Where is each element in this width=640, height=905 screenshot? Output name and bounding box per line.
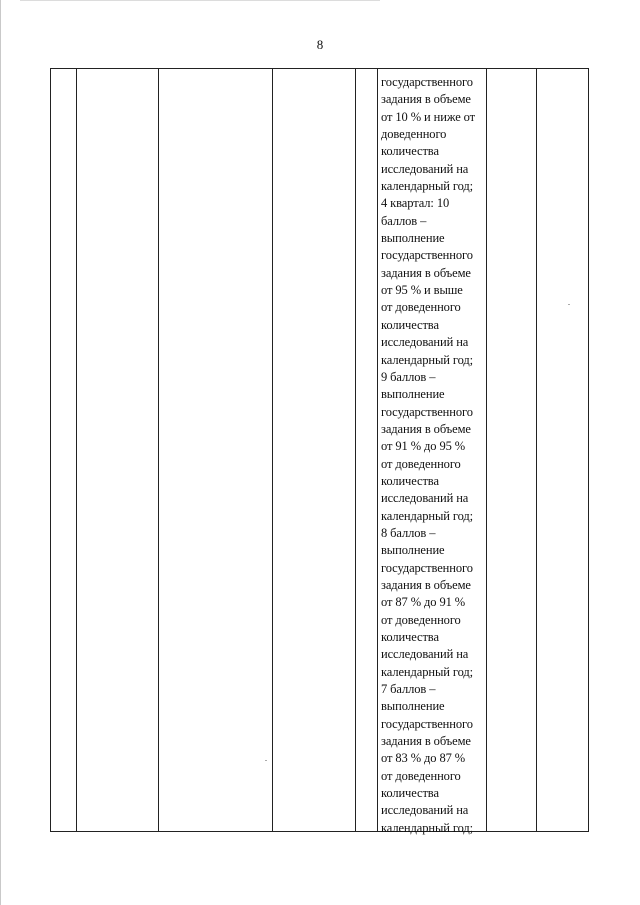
table-column-divider <box>76 68 77 832</box>
criteria-cell-text: государственного задания в объеме от 10 % и ниже от доведенного количества исследований на календарный год; 4 квартал: 10 баллов – выполнение государственного задания в объеме от 95 % и выше от доведенного количества исследований на календарный год; 9 баллов – выполнение государственного задания в объеме от 91 % до 95 % от доведенного количества исследований на календарный год; 8 баллов – выполнение государственного задания в объеме от 87 % до 91 % от доведенного количества исследований на календарный год; 7 баллов – выполнение государственного задания в объеме от 83 % до 87 % от доведенного количества исследований на календарный год; <box>381 75 476 835</box>
table-column-divider <box>536 68 537 832</box>
scan-edge <box>0 0 1 905</box>
table-frame <box>50 68 589 832</box>
scan-speck <box>265 760 267 761</box>
table-column-divider <box>355 68 356 832</box>
scan-speck <box>568 304 570 305</box>
page-number: 8 <box>316 37 324 52</box>
table-column-divider <box>272 68 273 832</box>
table-column-divider <box>377 68 378 832</box>
table-column-divider <box>158 68 159 832</box>
scan-edge <box>20 0 380 1</box>
